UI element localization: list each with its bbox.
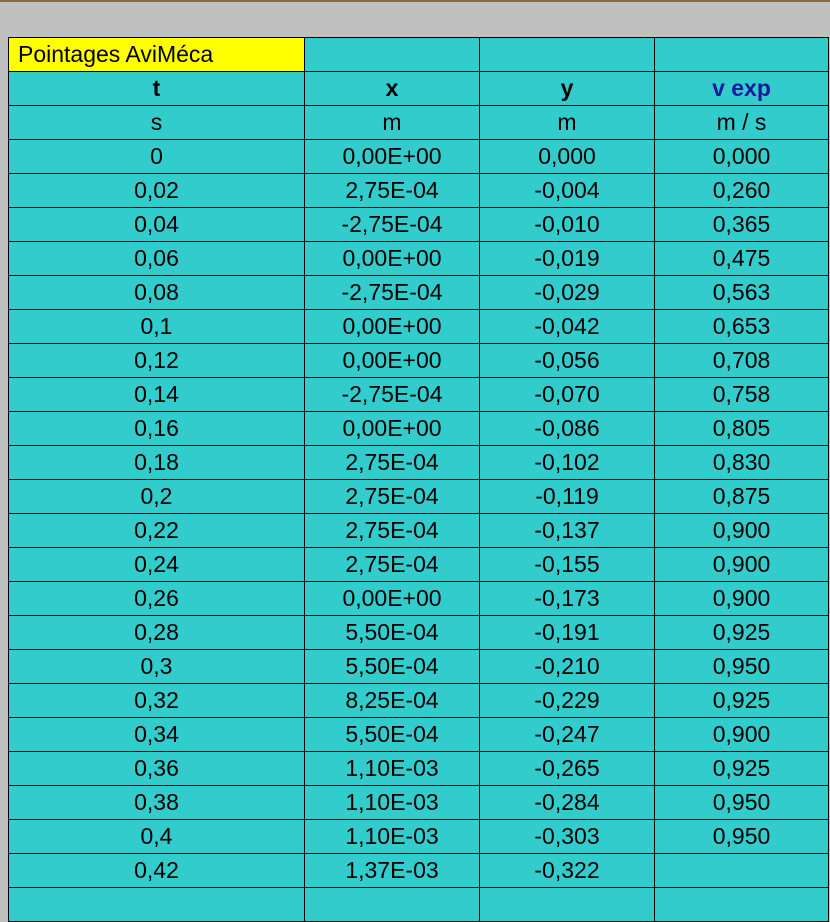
table-row-empty (9, 888, 829, 922)
cell-t[interactable]: 0,12 (9, 344, 305, 378)
cell-v-exp[interactable]: 0,000 (655, 140, 829, 174)
cell-empty[interactable] (655, 38, 829, 72)
table-row (9, 208, 829, 242)
unit-cell-v-exp[interactable]: m / s (655, 106, 829, 140)
cell-v-exp[interactable]: 0,805 (655, 412, 829, 446)
table-row (9, 140, 829, 174)
units-row (9, 106, 829, 140)
table-row (9, 446, 829, 480)
cell-x[interactable]: 2,75E-04 (305, 548, 480, 582)
cell-y[interactable]: -0,119 (480, 480, 655, 514)
cell-y[interactable]: -0,137 (480, 514, 655, 548)
cell-empty[interactable] (480, 888, 655, 922)
table-row (9, 616, 829, 650)
title-row (9, 38, 829, 72)
table-row (9, 344, 829, 378)
cell-x[interactable]: 5,50E-04 (305, 718, 480, 752)
cell-t[interactable]: 0,42 (9, 854, 305, 888)
cell-t[interactable]: 0,18 (9, 446, 305, 480)
cell-x[interactable]: 0,00E+00 (305, 412, 480, 446)
table-row (9, 582, 829, 616)
cell-v-exp[interactable]: 0,653 (655, 310, 829, 344)
cell-x[interactable]: 1,10E-03 (305, 786, 480, 820)
table-row (9, 310, 829, 344)
cell-v-exp[interactable]: 0,950 (655, 820, 829, 854)
cell-v-exp[interactable]: 0,830 (655, 446, 829, 480)
header-row (9, 72, 829, 106)
cell-v-exp[interactable]: 0,875 (655, 480, 829, 514)
cell-x[interactable]: 0,00E+00 (305, 582, 480, 616)
table-row (9, 412, 829, 446)
cell-y[interactable]: -0,265 (480, 752, 655, 786)
cell-empty[interactable] (655, 888, 829, 922)
cell-x[interactable]: 0,00E+00 (305, 344, 480, 378)
unit-cell-x[interactable]: m (305, 106, 480, 140)
cell-t[interactable]: 0,16 (9, 412, 305, 446)
table-row (9, 378, 829, 412)
cell-v-exp[interactable]: 0,950 (655, 650, 829, 684)
cell-t[interactable]: 0,06 (9, 242, 305, 276)
cell-y[interactable]: -0,303 (480, 820, 655, 854)
cell-x[interactable]: -2,75E-04 (305, 378, 480, 412)
cell-t[interactable]: 0,1 (9, 310, 305, 344)
cell-t[interactable]: 0,02 (9, 174, 305, 208)
cell-y[interactable]: -0,004 (480, 174, 655, 208)
cell-v-exp[interactable]: 0,365 (655, 208, 829, 242)
table-row (9, 684, 829, 718)
cell-title[interactable]: Pointages AviMéca (9, 38, 305, 72)
cell-v-exp[interactable]: 0,925 (655, 752, 829, 786)
cell-x[interactable]: 0,00E+00 (305, 140, 480, 174)
cell-x[interactable]: -2,75E-04 (305, 276, 480, 310)
cell-t[interactable]: 0,14 (9, 378, 305, 412)
cell-v-exp[interactable]: 0,563 (655, 276, 829, 310)
cell-y[interactable]: -0,029 (480, 276, 655, 310)
table-row (9, 820, 829, 854)
cell-t[interactable]: 0,2 (9, 480, 305, 514)
cell-t[interactable]: 0,04 (9, 208, 305, 242)
table-row (9, 276, 829, 310)
cell-t[interactable]: 0,24 (9, 548, 305, 582)
unit-cell-t[interactable]: s (9, 106, 305, 140)
cell-y[interactable]: -0,173 (480, 582, 655, 616)
cell-t[interactable]: 0,32 (9, 684, 305, 718)
cell-y[interactable]: -0,322 (480, 854, 655, 888)
cell-v-exp[interactable]: 0,900 (655, 514, 829, 548)
cell-x[interactable]: 1,10E-03 (305, 820, 480, 854)
table-row (9, 480, 829, 514)
header-cell-v-exp[interactable]: v exp (655, 72, 829, 106)
cell-x[interactable]: 5,50E-04 (305, 616, 480, 650)
cell-t[interactable]: 0,3 (9, 650, 305, 684)
cell-y[interactable]: -0,210 (480, 650, 655, 684)
cell-x[interactable]: 1,10E-03 (305, 752, 480, 786)
cell-x[interactable]: 2,75E-04 (305, 514, 480, 548)
cell-empty[interactable] (305, 888, 480, 922)
cell-y[interactable]: -0,284 (480, 786, 655, 820)
cell-y[interactable]: -0,019 (480, 242, 655, 276)
cell-x[interactable]: 2,75E-04 (305, 446, 480, 480)
cell-v-exp[interactable]: 0,925 (655, 684, 829, 718)
spreadsheet-grid (8, 37, 829, 922)
cell-t[interactable]: 0,08 (9, 276, 305, 310)
table-row (9, 242, 829, 276)
cell-v-exp[interactable]: 0,758 (655, 378, 829, 412)
cell-v-exp[interactable]: 0,900 (655, 718, 829, 752)
table-row (9, 718, 829, 752)
cell-x[interactable]: 1,37E-03 (305, 854, 480, 888)
cell-t[interactable]: 0,28 (9, 616, 305, 650)
cell-x[interactable]: 0,00E+00 (305, 310, 480, 344)
cell-v-exp[interactable]: 0,950 (655, 786, 829, 820)
cell-y[interactable]: -0,086 (480, 412, 655, 446)
cell-v-exp[interactable] (655, 854, 829, 888)
cell-x[interactable]: 0,00E+00 (305, 242, 480, 276)
cell-y[interactable]: -0,070 (480, 378, 655, 412)
cell-y[interactable]: -0,042 (480, 310, 655, 344)
table-row (9, 854, 829, 888)
cell-t[interactable]: 0,4 (9, 820, 305, 854)
table-row (9, 786, 829, 820)
top-border (0, 0, 830, 2)
cell-x[interactable]: -2,75E-04 (305, 208, 480, 242)
cell-t[interactable]: 0,38 (9, 786, 305, 820)
cell-y[interactable]: -0,229 (480, 684, 655, 718)
cell-empty[interactable] (480, 38, 655, 72)
cell-x[interactable]: 2,75E-04 (305, 174, 480, 208)
cell-v-exp[interactable]: 0,475 (655, 242, 829, 276)
cell-y[interactable]: -0,102 (480, 446, 655, 480)
cell-v-exp[interactable]: 0,900 (655, 548, 829, 582)
cell-t[interactable]: 0 (9, 140, 305, 174)
cell-t[interactable]: 0,22 (9, 514, 305, 548)
unit-cell-y[interactable]: m (480, 106, 655, 140)
cell-empty[interactable] (9, 888, 305, 922)
cell-x[interactable]: 2,75E-04 (305, 480, 480, 514)
spreadsheet-body (9, 38, 829, 922)
table-row (9, 752, 829, 786)
cell-t[interactable]: 0,26 (9, 582, 305, 616)
header-cell-x[interactable]: x (305, 72, 480, 106)
cell-v-exp[interactable]: 0,260 (655, 174, 829, 208)
table-row (9, 650, 829, 684)
cell-y[interactable]: -0,010 (480, 208, 655, 242)
header-cell-t[interactable]: t (9, 72, 305, 106)
table-row (9, 514, 829, 548)
cell-t[interactable]: 0,36 (9, 752, 305, 786)
cell-y[interactable]: -0,191 (480, 616, 655, 650)
cell-x[interactable]: 5,50E-04 (305, 650, 480, 684)
header-cell-y[interactable]: y (480, 72, 655, 106)
table-row (9, 174, 829, 208)
cell-empty[interactable] (305, 38, 480, 72)
cell-v-exp[interactable]: 0,925 (655, 616, 829, 650)
cell-y[interactable]: 0,000 (480, 140, 655, 174)
cell-x[interactable]: 8,25E-04 (305, 684, 480, 718)
cell-y[interactable]: -0,056 (480, 344, 655, 378)
cell-y[interactable]: -0,155 (480, 548, 655, 582)
cell-y[interactable]: -0,247 (480, 718, 655, 752)
cell-t[interactable]: 0,34 (9, 718, 305, 752)
cell-v-exp[interactable]: 0,708 (655, 344, 829, 378)
cell-v-exp[interactable]: 0,900 (655, 582, 829, 616)
table-row (9, 548, 829, 582)
